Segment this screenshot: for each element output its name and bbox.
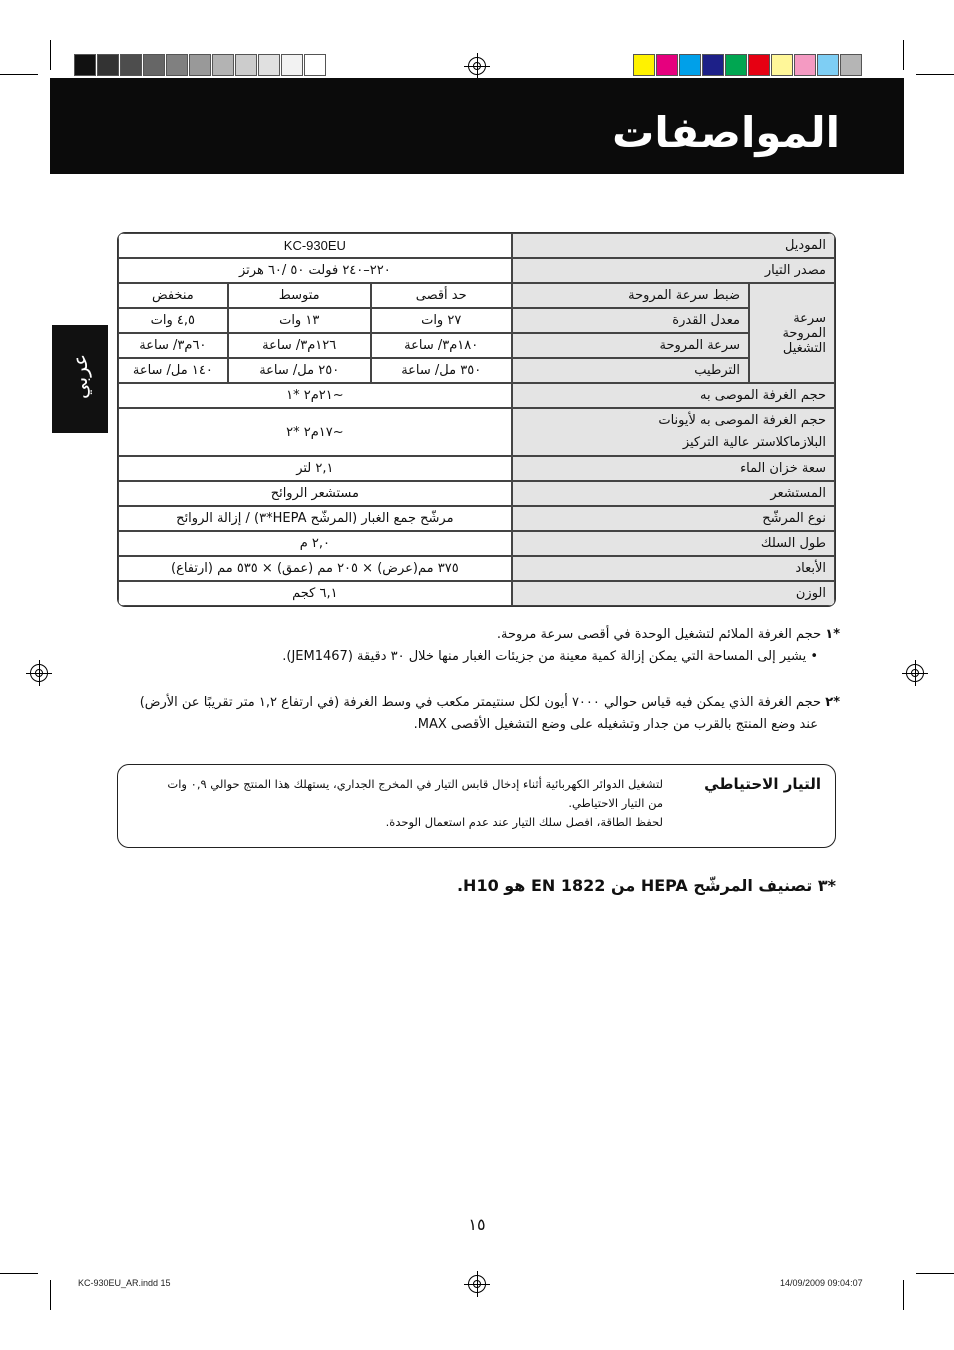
table-row — [118, 383, 835, 408]
cell: ٣٥٠ مل/ ساعة — [371, 358, 512, 383]
row-label-line: حجم الغرفة الموصى به لأيونات — [658, 413, 826, 428]
table-row — [118, 283, 835, 308]
cell: منخفض — [118, 283, 228, 308]
table-row — [118, 556, 835, 581]
color-swatch — [702, 54, 724, 76]
row-label: المستشعر — [512, 481, 835, 506]
table-row — [118, 506, 835, 531]
footnote-text: حجم الغرفة الملائم لتشغيل الوحدة في أقصى سرعة مروحة. — [496, 627, 822, 642]
row-label — [512, 408, 835, 456]
footnote-bullet: • يشير إلى المساحة التي يمكن إزالة كمية معينة من جزيئات الغبار منها خلال ٣٠ دقيقة (JEM1467). — [282, 649, 818, 664]
footnote-text: حجم الغرفة الذي يمكن فيه قياس حوالي ٧٠٠٠ أيون لكل سنتيمتر مكعب في وسط الغرفة (في ارتفاع ١,٢ متر تقريبًا عن الأرض) — [139, 695, 822, 710]
row-label: سعة خزان الماء — [512, 456, 835, 481]
table-row — [118, 358, 835, 383]
row-label: الترطيب — [512, 358, 749, 383]
table-row — [118, 456, 835, 481]
cell: ١٢٦م٣/ ساعة — [228, 333, 371, 358]
table-row — [118, 531, 835, 556]
hepa-note: *٣ تصنيف المرشّح HEPA من EN 1822 هو H10. — [456, 876, 836, 895]
footer-date: 14/09/2009 09:04:07 — [780, 1278, 863, 1288]
color-swatch — [304, 54, 326, 76]
table-row — [118, 581, 835, 606]
language-tab — [52, 325, 108, 433]
table-row — [118, 308, 835, 333]
process-color-bar — [633, 54, 863, 76]
color-swatch — [258, 54, 280, 76]
gray-color-bar — [74, 54, 327, 76]
standby-power-box — [117, 764, 836, 848]
color-swatch — [679, 54, 701, 76]
row-label: حجم الغرفة الموصى به — [512, 383, 835, 408]
row-value: ٢,١ لتر — [118, 456, 512, 481]
color-swatch — [189, 54, 211, 76]
color-swatch — [725, 54, 747, 76]
language-tab-label: عربي — [68, 353, 92, 399]
color-swatch — [840, 54, 862, 76]
fan-group-label: سرعة المروحة التشغيل — [749, 283, 835, 383]
page-number: ١٥ — [468, 1215, 486, 1234]
cell: ١٨٠م٣/ ساعة — [371, 333, 512, 358]
row-label: الأبعاد — [512, 556, 835, 581]
cell: متوسط — [228, 283, 371, 308]
color-swatch — [235, 54, 257, 76]
table-row — [118, 481, 835, 506]
table-row — [118, 408, 835, 456]
standby-line: من التيار الاحتياطي. — [568, 796, 663, 810]
crop-mark — [50, 1280, 51, 1310]
crop-mark — [0, 74, 38, 75]
color-swatch — [166, 54, 188, 76]
row-label: نوع المرشّح — [512, 506, 835, 531]
cell: ١٤٠ مل/ ساعة — [118, 358, 228, 383]
crop-mark — [916, 1273, 954, 1274]
row-value: ٢٢٠–٢٤٠ فولت ٥٠ /٦٠ هرتز — [118, 258, 512, 283]
row-label: الموديل — [512, 233, 835, 258]
color-swatch — [771, 54, 793, 76]
crop-mark — [903, 1280, 904, 1310]
color-swatch — [74, 54, 96, 76]
footnote-line — [100, 624, 840, 646]
footnote-marker: *١ — [825, 627, 840, 642]
row-label: الوزن — [512, 581, 835, 606]
registration-mark-icon — [30, 664, 48, 682]
table-row — [118, 258, 835, 283]
row-value: ٢,٠ م — [118, 531, 512, 556]
spec-table — [117, 232, 836, 607]
crop-mark — [0, 1273, 38, 1274]
row-value: ~١٧م٢ *٢ — [118, 408, 512, 456]
registration-mark-icon — [468, 1275, 486, 1293]
footnote-2 — [100, 692, 840, 736]
standby-line: لتشغيل الدوائر الكهربائية أثناء إدخال قابس التيار في المخرج الجداري، يستهلك هذا المنتج حوالي ٠,٩ وات — [167, 777, 663, 791]
standby-line: لحفظ الطاقة، افصل سلك التيار عند عدم استعمال الوحدة. — [385, 815, 663, 829]
color-swatch — [794, 54, 816, 76]
row-value: ٣٧٥ مم(عرض) × ٢٠٥ مم (عمق) × ٥٣٥ مم (ارتفاع) — [118, 556, 512, 581]
color-swatch — [120, 54, 142, 76]
registration-mark-icon — [906, 664, 924, 682]
footer-file: KC-930EU_AR.indd 15 — [78, 1278, 171, 1288]
row-label: سرعة المروحة — [512, 333, 749, 358]
color-swatch — [817, 54, 839, 76]
footnote-marker: *٢ — [825, 695, 840, 710]
table-row — [118, 233, 835, 258]
color-swatch — [656, 54, 678, 76]
footnote-line — [100, 692, 840, 714]
page-title: المواصفات — [612, 108, 840, 157]
registration-mark-icon — [468, 57, 486, 75]
row-value: ٦,١ كجم — [118, 581, 512, 606]
color-swatch — [212, 54, 234, 76]
row-label: مصدر التيار — [512, 258, 835, 283]
color-swatch — [633, 54, 655, 76]
crop-mark — [50, 40, 51, 70]
row-value: مرشّح جمع الغبار (المرشّح HEPA*٣) / إزالة الروائح — [118, 506, 512, 531]
cell: ٢٧ وات — [371, 308, 512, 333]
cell: حد أقصى — [371, 283, 512, 308]
color-swatch — [97, 54, 119, 76]
row-value: مستشعر الروائح — [118, 481, 512, 506]
row-label: ضبط سرعة المروحة — [512, 283, 749, 308]
color-swatch — [281, 54, 303, 76]
cell: ٤,٥ وات — [118, 308, 228, 333]
row-value: ~٢١م٢ *١ — [118, 383, 512, 408]
row-label: معدل القدرة — [512, 308, 749, 333]
row-label-line: البلازماكلاستر عالية التركيز — [682, 435, 826, 450]
cell: ٦٠م٣/ ساعة — [118, 333, 228, 358]
crop-mark — [916, 74, 954, 75]
standby-text — [133, 775, 663, 832]
standby-title: التيار الاحتياطي — [704, 775, 821, 793]
color-swatch — [748, 54, 770, 76]
crop-mark — [903, 40, 904, 70]
table-row — [118, 333, 835, 358]
title-bar — [50, 78, 904, 174]
cell: ٢٥٠ مل/ ساعة — [228, 358, 371, 383]
row-label: طول السلك — [512, 531, 835, 556]
row-value: KC-930EU — [118, 233, 512, 258]
footnote-text: عند وضع المنتج بالقرب من جدار وتشغيله على وضع التشغيل الأقصى MAX. — [413, 717, 818, 732]
color-swatch — [143, 54, 165, 76]
cell: ١٣ وات — [228, 308, 371, 333]
footnote-1 — [100, 624, 840, 668]
